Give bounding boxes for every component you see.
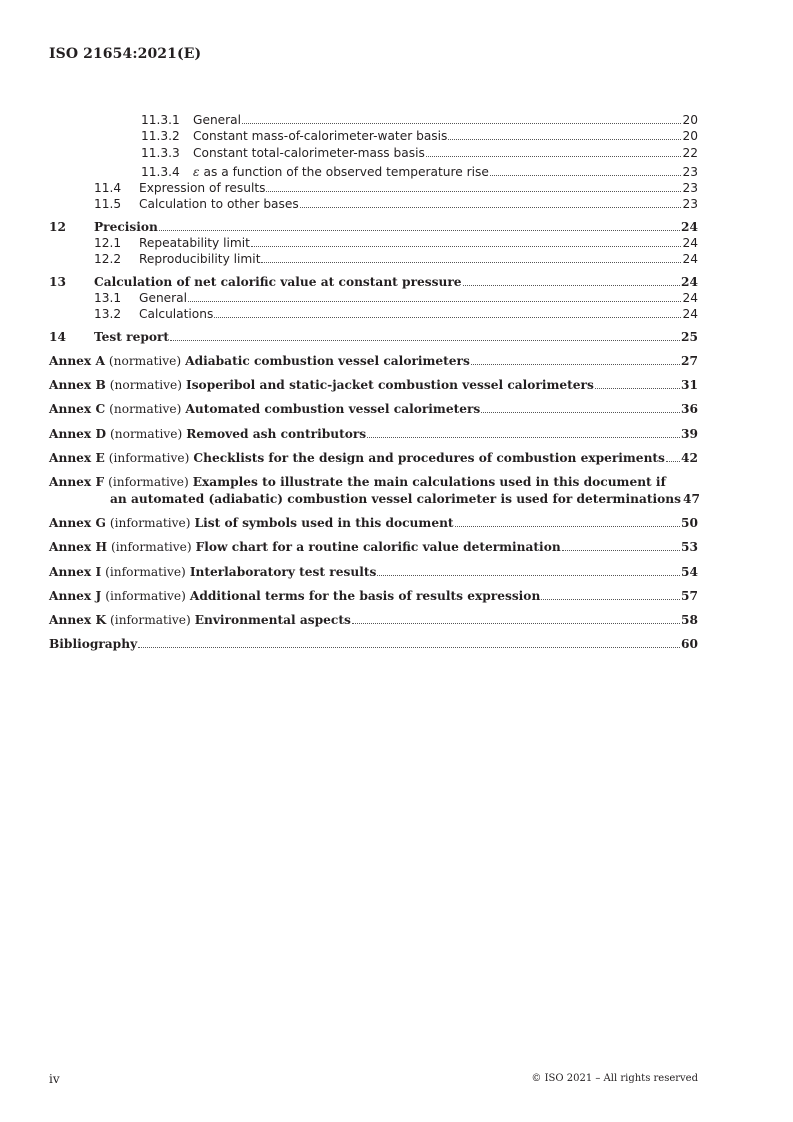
toc-bibliography[interactable] xyxy=(49,636,698,652)
annex-page: 47 xyxy=(682,491,700,506)
toc-entry-number: 11.4 xyxy=(94,181,122,196)
toc-entry-11-3-4[interactable] xyxy=(49,164,698,180)
dot-leader xyxy=(471,364,680,365)
annex-type: (normative) xyxy=(109,378,182,393)
annex-title: Environmental aspects xyxy=(194,613,351,628)
annex-label: Annex C xyxy=(49,402,106,417)
toc-entry-13-1[interactable] xyxy=(49,290,698,306)
toc-entry-title: Calculation of net calorific value at constant pressure xyxy=(94,274,462,289)
toc-entry-page: 23 xyxy=(682,164,698,179)
dot-leader xyxy=(214,317,681,318)
annex-title-line-1: Examples to illustrate the main calculations used in this document if xyxy=(192,475,666,490)
toc-entry-number: 13.1 xyxy=(94,290,122,305)
toc-entry-page: 23 xyxy=(682,197,698,212)
dot-leader xyxy=(666,461,680,462)
annex-label: Annex E xyxy=(49,451,105,466)
toc-annex-k[interactable] xyxy=(49,612,698,628)
toc-entry-number: 11.5 xyxy=(94,197,122,212)
annex-type: (informative) xyxy=(108,475,189,490)
annex-label: Annex B xyxy=(49,378,106,393)
toc-entry-number: 11.3.2 xyxy=(141,129,180,144)
toc-entry-title: General xyxy=(193,113,242,127)
footer-page-number: iv xyxy=(49,1072,60,1086)
dot-leader xyxy=(367,437,680,438)
toc-entry-title: Repeatability limit xyxy=(139,236,250,251)
epsilon-symbol: ε xyxy=(193,164,200,179)
toc-entry-title: Expression of results xyxy=(139,181,266,196)
dot-leader xyxy=(266,191,681,192)
annex-type: (informative) xyxy=(110,613,191,628)
toc-annex-h[interactable] xyxy=(49,539,698,555)
toc-annex-d[interactable] xyxy=(49,426,698,442)
annex-page: 50 xyxy=(681,515,698,530)
dot-leader xyxy=(490,175,681,176)
toc-entry-page: 24 xyxy=(682,307,698,322)
annex-label: Annex G xyxy=(49,515,106,530)
annex-title: Isoperibol and static-jacket combustion vessel calorimeters xyxy=(186,378,594,393)
toc-annex-g[interactable] xyxy=(49,515,698,531)
annex-type: (normative) xyxy=(108,353,182,368)
annex-page: 57 xyxy=(681,588,698,603)
toc-entry-page: 23 xyxy=(682,181,698,196)
toc-entry-12-2[interactable] xyxy=(49,251,698,267)
annex-title: Automated combustion vessel calorimeters xyxy=(185,402,481,417)
annex-type: (informative) xyxy=(109,515,191,530)
bibliography-page: 60 xyxy=(681,637,698,652)
annex-type: (informative) xyxy=(105,588,186,603)
dot-leader xyxy=(562,550,680,551)
annex-page: 53 xyxy=(681,540,698,555)
document-id-header: ISO 21654:2021(E) xyxy=(49,46,202,62)
toc-entry-title: Calculations xyxy=(139,307,214,322)
toc-entry-11-3-3[interactable] xyxy=(49,145,698,161)
dot-leader xyxy=(426,156,681,157)
dot-leader xyxy=(463,285,681,286)
dot-leader xyxy=(188,301,681,302)
annex-title: Interlaboratory test results xyxy=(189,564,377,579)
annex-type: (informative) xyxy=(110,540,192,555)
toc-entry-title: Reproducibility limit xyxy=(139,252,261,267)
annex-title-line-2: an automated (adiabatic) combustion vessel calorimeter is used for determinations xyxy=(110,491,681,506)
toc-entry-title: Precision xyxy=(94,219,158,234)
toc-entry-number: 12 xyxy=(49,219,66,234)
dot-leader xyxy=(541,599,680,600)
toc-entry-page: 24 xyxy=(682,290,698,305)
annex-title: Additional terms for the basis of results expression xyxy=(189,588,541,603)
annex-type: (normative) xyxy=(109,402,182,417)
toc-entry-page: 22 xyxy=(682,145,698,160)
dot-leader xyxy=(595,388,680,389)
toc-annex-a[interactable] xyxy=(49,353,698,369)
annex-title: Adiabatic combustion vessel calorimeters xyxy=(185,353,470,368)
toc-entry-title xyxy=(193,164,489,180)
annex-type: (informative) xyxy=(105,564,186,579)
toc-entry-page: 24 xyxy=(681,219,698,234)
toc-entry-page: 24 xyxy=(681,274,698,289)
toc-entry-title: Constant total-calorimeter-mass basis xyxy=(193,145,425,160)
dot-leader xyxy=(251,246,681,247)
toc-annex-f[interactable] xyxy=(49,474,698,507)
toc-entry-title: Constant mass-of-calorimeter-water basis xyxy=(193,129,448,144)
annex-page: 58 xyxy=(681,613,698,628)
toc-annex-i[interactable] xyxy=(49,564,698,580)
toc-entry-number: 13 xyxy=(49,274,66,289)
dot-leader xyxy=(242,123,681,124)
annex-title: Removed ash contributors xyxy=(186,426,367,441)
bibliography-title: Bibliography xyxy=(49,637,138,652)
toc-entry-title-text: as a function of the observed temperature rise xyxy=(203,164,489,179)
toc-entry-number: 14 xyxy=(49,329,66,344)
annex-type: (informative) xyxy=(108,451,190,466)
annex-page: 36 xyxy=(681,402,698,417)
toc-entry-number: 12.2 xyxy=(94,252,122,267)
table-of-contents xyxy=(49,112,698,653)
toc-annex-j[interactable] xyxy=(49,588,698,604)
annex-f-line-2 xyxy=(49,491,698,507)
toc-entry-12-1[interactable] xyxy=(49,235,698,251)
annex-label: Annex I xyxy=(49,564,102,579)
annex-label: Annex A xyxy=(49,353,105,368)
toc-entry-number: 11.3.3 xyxy=(141,145,180,160)
toc-entry-12[interactable] xyxy=(49,219,698,235)
footer-copyright: © ISO 2021 – All rights reserved xyxy=(531,1073,698,1084)
dot-leader xyxy=(138,647,680,648)
dot-leader xyxy=(352,623,680,624)
dot-leader xyxy=(261,262,681,263)
toc-entry-page: 25 xyxy=(681,329,698,344)
toc-entry-page: 24 xyxy=(682,236,698,251)
toc-entry-14[interactable] xyxy=(49,329,698,345)
toc-entry-11-5[interactable] xyxy=(49,196,698,212)
dot-leader xyxy=(448,139,681,140)
dot-leader xyxy=(377,575,680,576)
dot-leader xyxy=(159,230,680,231)
toc-entry-number: 13.2 xyxy=(94,307,122,322)
annex-page: 54 xyxy=(681,564,698,579)
dot-leader xyxy=(300,207,681,208)
annex-label: Annex J xyxy=(49,588,102,603)
toc-entry-title: General xyxy=(139,290,188,305)
toc-entry-page: 20 xyxy=(682,113,698,127)
annex-title: Checklists for the design and procedures of combustion experiments xyxy=(193,451,665,466)
annex-page: 39 xyxy=(681,426,698,441)
dot-leader xyxy=(455,526,680,527)
toc-entry-page: 24 xyxy=(682,252,698,267)
toc-entry-number: 11.3.4 xyxy=(141,164,180,179)
annex-page: 31 xyxy=(681,378,698,393)
toc-entry-13[interactable] xyxy=(49,274,698,290)
toc-annex-c[interactable] xyxy=(49,401,698,417)
toc-annex-e[interactable] xyxy=(49,450,698,466)
annex-type: (normative) xyxy=(110,426,183,441)
annex-page: 42 xyxy=(681,451,698,466)
toc-annex-b[interactable] xyxy=(49,377,698,393)
toc-entry-number: 12.1 xyxy=(94,236,122,251)
annex-label: Annex K xyxy=(49,613,107,628)
annex-label: Annex F xyxy=(49,475,105,490)
toc-entry-title: Calculation to other bases xyxy=(139,197,299,212)
toc-entry-11-4[interactable] xyxy=(49,180,698,196)
annex-label: Annex D xyxy=(49,426,107,441)
toc-entry-page: 20 xyxy=(682,129,698,144)
annex-label: Annex H xyxy=(49,540,107,555)
toc-entry-number: 11.3.1 xyxy=(141,113,180,127)
toc-entry-title: Test report xyxy=(94,329,170,344)
annex-f-line-1 xyxy=(49,474,698,490)
annex-title: Flow chart for a routine calorific value determination xyxy=(195,540,561,555)
annex-title: List of symbols used in this document xyxy=(194,515,454,530)
toc-entry-11-3-2[interactable] xyxy=(49,128,698,144)
annex-page: 27 xyxy=(681,353,698,368)
dot-leader xyxy=(170,340,680,341)
dot-leader xyxy=(481,412,680,413)
toc-entry-11-3-1[interactable] xyxy=(49,112,698,128)
toc-entry-13-2[interactable] xyxy=(49,306,698,322)
